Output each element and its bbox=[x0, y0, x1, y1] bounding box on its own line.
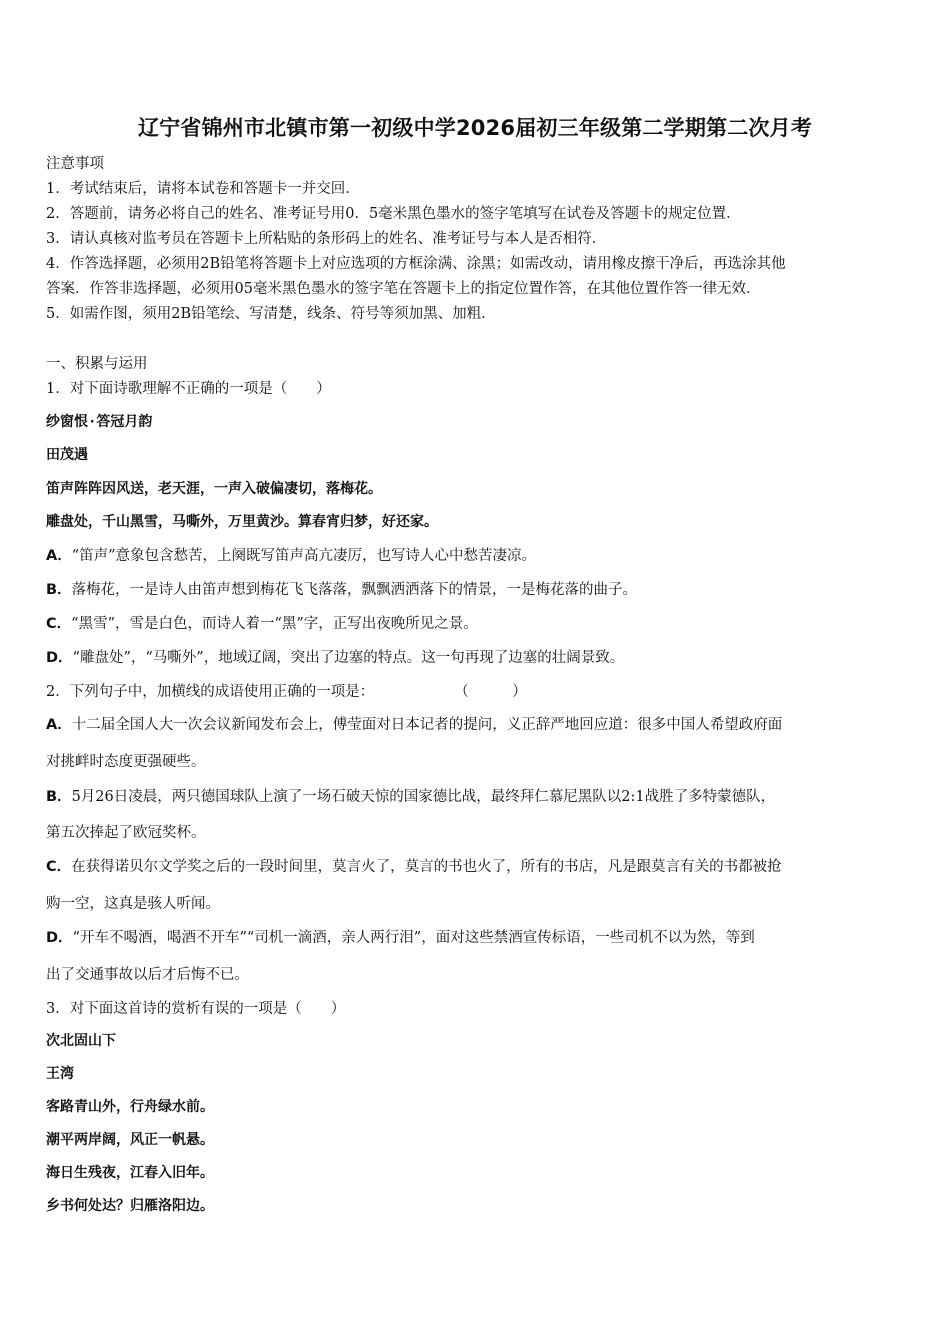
notice-item: 1．考试结束后，请将本试卷和答题卡一并交回． bbox=[46, 181, 360, 197]
option-letter: C． bbox=[46, 859, 72, 875]
notice-item: 5．如需作图，须用2B铅笔绘、写清楚，线条、符号等须加黑、加粗． bbox=[46, 306, 496, 322]
option-text: 落梅花，一是诗人由笛声想到梅花飞飞落落，飘飘洒洒落下的情景，一是梅花落的曲子。 bbox=[71, 582, 638, 598]
poem-title: 纱窗恨·答冠月韵 bbox=[46, 414, 153, 430]
option-letter: D． bbox=[46, 930, 73, 946]
notice-item: 3．请认真核对监考员在答题卡上所粘贴的条形码上的姓名、准考证号与本人是否相符． bbox=[46, 231, 607, 247]
option-text-continued: 出了交通事故以后才后悔不已。 bbox=[46, 967, 249, 983]
option-letter: C． bbox=[46, 616, 72, 632]
poem-author: 田茂遇 bbox=[46, 447, 88, 463]
poem-line: 海日生残夜，江春入旧年。 bbox=[46, 1165, 214, 1181]
option-text: “雕盘处”，“马嘶外”，地域辽阔，突出了边塞的特点。这一句再现了边塞的壮阔景致。 bbox=[72, 650, 625, 666]
option-text: 5月26日凌晨，两只德国球队上演了一场石破天惊的国家德比战，最终拜仁慕尼黑队以2:1战胜了多特蒙德队， bbox=[71, 789, 776, 805]
poem-title: 次北固山下 bbox=[46, 1033, 116, 1049]
section-heading: 一、积累与运用 bbox=[46, 356, 148, 372]
option-text-continued: 第五次捧起了欧冠奖杯。 bbox=[46, 825, 206, 841]
q2-option-d[interactable] bbox=[46, 926, 906, 947]
q2-option-c[interactable] bbox=[46, 855, 906, 876]
question-1-stem: 1．对下面诗歌理解不正确的一项是（ ） bbox=[46, 381, 331, 397]
q1-option-c[interactable] bbox=[46, 612, 906, 633]
option-letter: A． bbox=[46, 548, 72, 564]
notice-heading: 注意事项 bbox=[46, 156, 104, 172]
q1-option-a[interactable] bbox=[46, 544, 906, 565]
poem-line: 乡书何处达？归雁洛阳边。 bbox=[46, 1198, 214, 1214]
q2-option-b[interactable] bbox=[46, 785, 906, 806]
question-2-text: 2．下列句子中，加横线的成语使用正确的一项是： bbox=[46, 684, 375, 700]
poem-line: 雕盘处，千山黑雪，马嘶外，万里黄沙。算春宵归梦，好还家。 bbox=[46, 514, 438, 530]
page-title: 辽宁省锦州市北镇市第一初级中学2026届初三年级第二学期第二次月考 bbox=[137, 116, 813, 140]
answer-parentheses: （ ） bbox=[454, 684, 527, 700]
option-text: “黑雪”，雪是白色，而诗人着一“黑”字，正写出夜晚所见之景。 bbox=[71, 616, 478, 632]
option-text: “开车不喝酒，喝酒不开车”“司机一滴酒，亲人两行泪”，面对这些禁酒宣传标语，一些司机不以为然，等到 bbox=[72, 930, 755, 946]
notice-item: 2．答题前，请务必将自己的姓名、准考证号用0．5毫米黑色墨水的签字笔填写在试卷及答题卡的规定位置． bbox=[46, 206, 741, 222]
option-text: 在获得诺贝尔文学奖之后的一段时间里，莫言火了，莫言的书也火了，所有的书店，凡是跟莫言有关的书都被抢 bbox=[71, 859, 782, 875]
question-3-stem: 3．对下面这首诗的赏析有误的一项是（ ） bbox=[46, 1001, 346, 1017]
option-letter: B． bbox=[46, 789, 72, 805]
q1-option-b[interactable] bbox=[46, 578, 906, 599]
poem-author: 王湾 bbox=[46, 1066, 74, 1082]
q2-option-a[interactable] bbox=[46, 713, 906, 734]
option-letter: D． bbox=[46, 650, 73, 666]
notice-item: 4．作答选择题，必须用2B铅笔将答题卡上对应选项的方框涂满、涂黑；如需改动，请用橡皮擦干净后，再选涂其他 bbox=[46, 256, 786, 272]
option-letter: B． bbox=[46, 582, 72, 598]
option-letter: A． bbox=[46, 717, 72, 733]
question-2-stem bbox=[46, 680, 906, 701]
option-text-continued: 购一空，这真是骇人听闻。 bbox=[46, 896, 220, 912]
option-text: 十二届全国人大一次会议新闻发布会上，傅莹面对日本记者的提问，义正辞严地回应道：很多中国人希望政府面 bbox=[71, 717, 783, 733]
poem-line: 客路青山外，行舟绿水前。 bbox=[46, 1099, 214, 1115]
q1-option-d[interactable] bbox=[46, 646, 906, 667]
poem-line: 笛声阵阵因风送，老天涯，一声入破偏凄切，落梅花。 bbox=[46, 481, 382, 497]
poem-line: 潮平两岸阔，风正一帆悬。 bbox=[46, 1132, 214, 1148]
option-text: “笛声”意象包含愁苦，上阕既写笛声高亢凄厉，也写诗人心中愁苦凄凉。 bbox=[71, 548, 537, 564]
notice-item: 答案．作答非选择题，必须用05毫米黑色墨水的签字笔在答题卡上的指定位置作答，在其他位置作答一律无效． bbox=[46, 281, 761, 297]
option-text-continued: 对挑衅时态度更强硬些。 bbox=[46, 754, 206, 770]
